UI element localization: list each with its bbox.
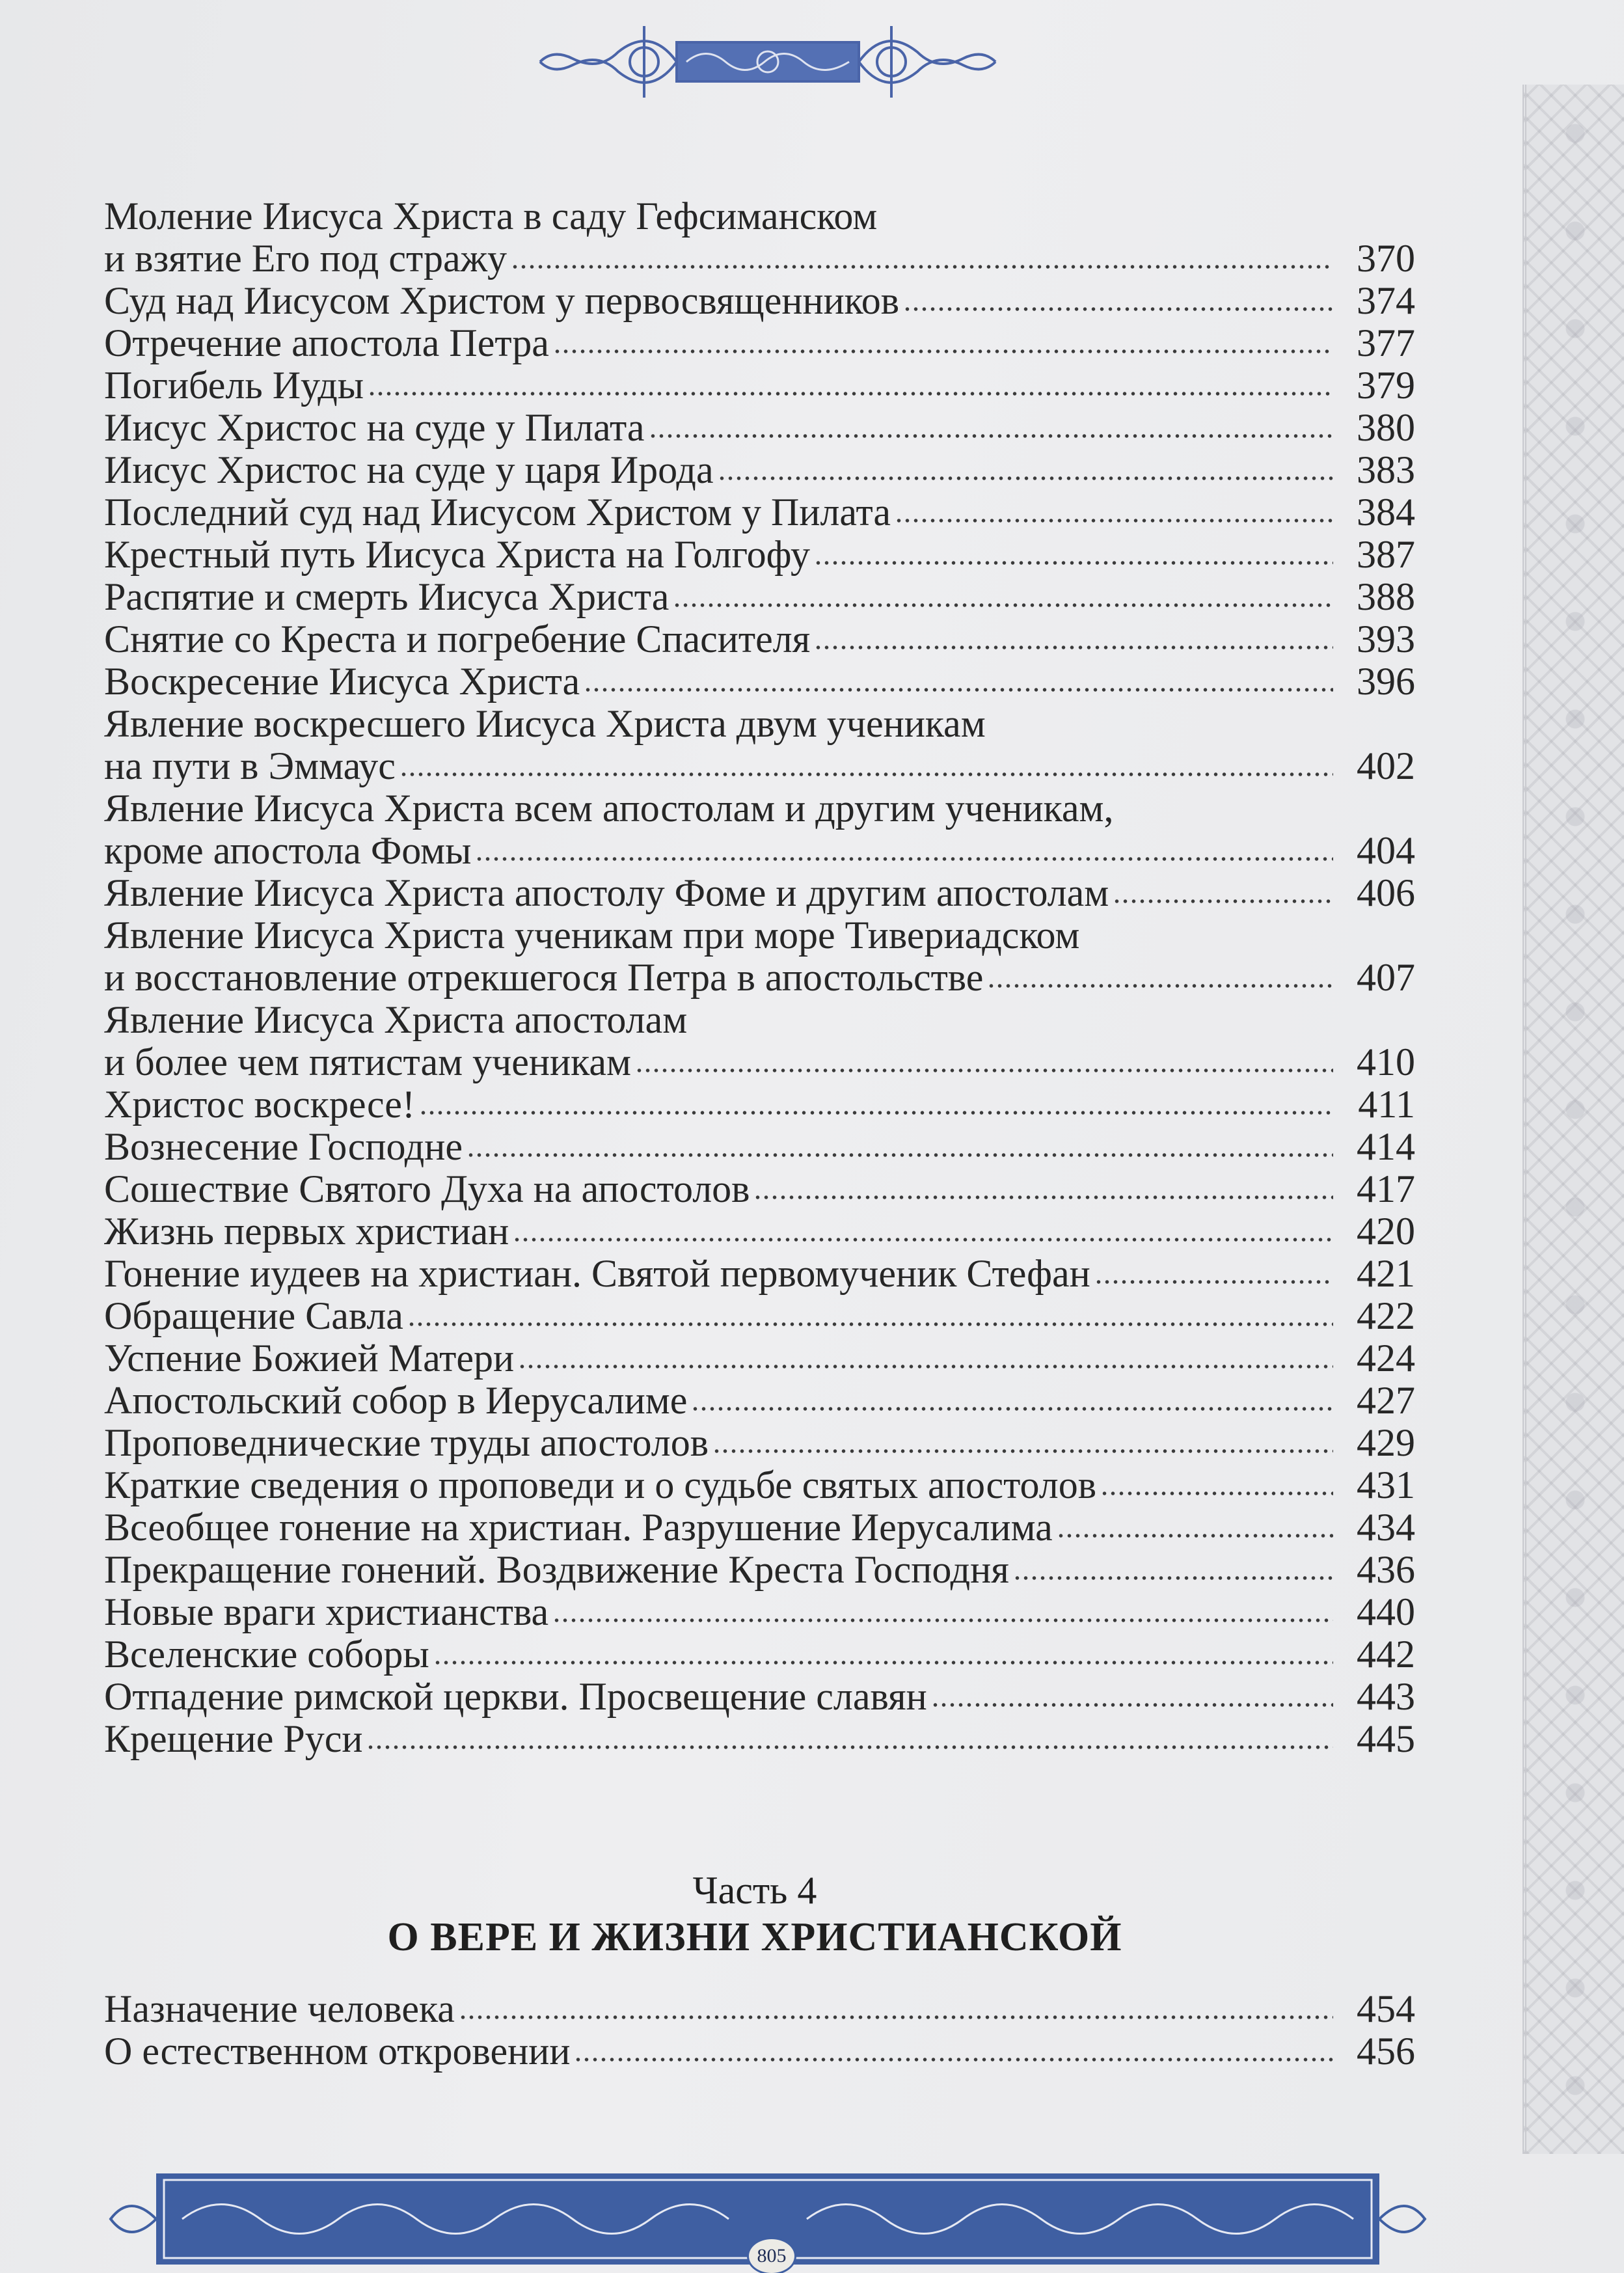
toc-entry-title: Суд над Иисусом Христом у первосвященников	[104, 279, 900, 322]
toc-entry-page: 436	[1357, 1548, 1415, 1591]
toc-entry-row	[104, 957, 1415, 999]
dot-leader	[712, 1447, 1333, 1456]
dot-leader	[553, 347, 1333, 356]
part-title: О ВЕРЕ И ЖИЗНИ ХРИСТИАНСКОЙ	[387, 1915, 1122, 1959]
toc-entry-page: 454	[1357, 1987, 1415, 2030]
toc-entry-row	[104, 1337, 1415, 1380]
dot-leader	[814, 643, 1333, 652]
toc-entry	[104, 703, 1415, 787]
toc-entry-title: на пути в Эммаус	[104, 744, 396, 787]
dot-leader	[691, 1404, 1333, 1413]
toc-entry-page: 431	[1357, 1463, 1415, 1506]
toc-entry-page: 396	[1357, 660, 1415, 703]
toc-entry-row	[104, 238, 1415, 280]
toc-entry	[104, 914, 1415, 999]
toc-entry	[104, 1337, 1415, 1380]
toc-entry-title: Успение Божией Матери	[104, 1337, 515, 1380]
toc-entry-title: Апостольский собор в Иерусалиме	[104, 1379, 688, 1422]
toc-entry-page: 374	[1357, 279, 1415, 322]
toc-entry-row	[104, 1295, 1415, 1337]
toc-entry-row	[104, 1633, 1415, 1676]
toc-entry	[104, 1988, 1415, 2030]
table-of-contents	[104, 195, 1415, 1760]
dot-leader	[635, 1066, 1333, 1075]
toc-entry-row	[104, 618, 1415, 660]
toc-entry	[104, 1253, 1415, 1295]
toc-entry-title: Явление Иисуса Христа апостолу Фоме и другим апостолам	[104, 871, 1109, 914]
toc-entry-title-line: Явление Иисуса Христа апостолам	[104, 998, 688, 1041]
dot-leader	[518, 1362, 1333, 1371]
toc-entry-page: 410	[1357, 1041, 1415, 1083]
toc-entry-title: Отпадение римской церкви. Просвещение славян	[104, 1675, 927, 1718]
dot-leader	[903, 305, 1333, 314]
toc-entry-page: 388	[1357, 575, 1415, 618]
dot-leader	[467, 1150, 1333, 1160]
toc-entry-page: 406	[1357, 871, 1415, 914]
toc-entry-title: О естественном откровении	[104, 2030, 571, 2073]
dot-leader	[574, 2055, 1333, 2064]
toc-entry-title: Последний суд над Иисусом Христом у Пилата	[104, 491, 891, 534]
dot-leader	[459, 2013, 1333, 2022]
dot-leader	[753, 1193, 1333, 1202]
toc-entry	[104, 1718, 1415, 1760]
dot-leader	[673, 601, 1333, 610]
dot-leader	[1013, 1573, 1333, 1583]
toc-entry-title: Назначение человека	[104, 1987, 455, 2030]
toc-entry-row	[104, 1549, 1415, 1591]
toc-entry-title: Снятие со Креста и погребение Спасителя	[104, 618, 811, 660]
toc-entry	[104, 1168, 1415, 1210]
toc-entry-page: 404	[1357, 829, 1415, 872]
toc-entry-row	[104, 280, 1415, 322]
toc-entry-row	[104, 1676, 1415, 1718]
toc-entry-title: кроме апостола Фомы	[104, 829, 472, 872]
top-ornament-icon	[527, 13, 1008, 111]
toc-entry	[104, 1591, 1415, 1633]
toc-entry	[104, 1422, 1415, 1464]
dot-leader	[513, 1235, 1333, 1244]
toc-entry-title: Прекращение гонений. Воздвижение Креста Господня	[104, 1548, 1009, 1591]
dot-leader	[511, 262, 1333, 271]
toc-entry-page: 383	[1357, 448, 1415, 491]
toc-entry-title: и взятие Его под стражу	[104, 237, 508, 280]
dot-leader	[366, 1743, 1333, 1752]
dot-leader	[814, 558, 1333, 567]
toc-entry-row	[104, 1253, 1415, 1295]
toc-entry	[104, 407, 1415, 449]
toc-entry-page: 420	[1357, 1210, 1415, 1253]
toc-entry-title: Вознесение Господне	[104, 1125, 463, 1168]
toc-entry-title: Всеобщее гонение на христиан. Разрушение Иерусалима	[104, 1506, 1053, 1549]
toc-entry-page: 384	[1357, 491, 1415, 534]
toc-entry	[104, 534, 1415, 576]
toc-entry-page: 456	[1357, 2030, 1415, 2073]
toc-entry	[104, 1549, 1415, 1591]
toc-entry-row	[104, 1506, 1415, 1549]
toc-entry-page: 377	[1357, 321, 1415, 364]
dot-leader	[433, 1658, 1333, 1667]
toc-entry-title: Крестный путь Иисуса Христа на Голгофу	[104, 533, 810, 576]
toc-entry-row	[104, 872, 1415, 914]
dot-leader	[399, 770, 1333, 779]
toc-entry	[104, 1506, 1415, 1549]
part-header	[104, 1868, 1405, 1961]
toc-entry-row	[104, 364, 1415, 407]
toc-entry-row	[104, 576, 1415, 618]
decorative-side-border	[1522, 85, 1624, 2154]
toc-entry	[104, 872, 1415, 914]
toc-entry-title: и более чем пятистам ученикам	[104, 1041, 631, 1083]
toc-entry-row	[104, 1126, 1415, 1168]
toc-entry	[104, 1380, 1415, 1422]
toc-entry-row	[104, 1988, 1415, 2030]
toc-entry-title: Иисус Христос на суде у Пилата	[104, 406, 645, 449]
toc-entry-page: 429	[1357, 1421, 1415, 1464]
toc-entry	[104, 364, 1415, 407]
dot-leader	[718, 474, 1333, 483]
toc-entry-title: Обращение Савла	[104, 1294, 403, 1337]
toc-entry-page: 380	[1357, 406, 1415, 449]
toc-entry	[104, 576, 1415, 618]
toc-entry-page: 370	[1357, 237, 1415, 280]
dot-leader	[407, 1320, 1333, 1329]
toc-entry-title: Иисус Христос на суде у царя Ирода	[104, 448, 714, 491]
dot-leader	[552, 1616, 1333, 1625]
dot-leader	[1100, 1489, 1333, 1498]
toc-entry-row	[104, 745, 1415, 787]
toc-entry-page: 445	[1357, 1717, 1415, 1760]
toc-entry	[104, 491, 1415, 534]
toc-entry-row	[104, 1422, 1415, 1464]
toc-entry	[104, 1083, 1415, 1126]
toc-entry-row	[104, 1041, 1415, 1083]
toc-entry-title-line: Явление Иисуса Христа ученикам при море Тивериадском	[104, 914, 1080, 957]
dot-leader	[1113, 897, 1333, 906]
toc-entry-title: Крещение Руси	[104, 1717, 363, 1760]
toc-entry-title-line: Явление воскресшего Иисуса Христа двум ученикам	[104, 702, 986, 745]
toc-entry-row	[104, 407, 1415, 449]
toc-entry-page: 434	[1357, 1506, 1415, 1549]
toc-entry-title: Отречение апостола Петра	[104, 321, 549, 364]
toc-entry-row	[104, 1464, 1415, 1506]
toc-entry-title: Сошествие Святого Духа на апостолов	[104, 1167, 750, 1210]
toc-entry	[104, 195, 1415, 280]
dot-leader	[475, 854, 1333, 864]
dot-leader	[1057, 1531, 1333, 1540]
toc-entry	[104, 618, 1415, 660]
toc-entry-title: Жизнь первых христиан	[104, 1210, 509, 1253]
toc-entry-row	[104, 1380, 1415, 1422]
toc-entry-row	[104, 830, 1415, 872]
toc-entry	[104, 322, 1415, 364]
toc-entry-row	[104, 2030, 1415, 2073]
toc-entry-page: 407	[1357, 956, 1415, 999]
toc-entry-title: Вселенские соборы	[104, 1633, 429, 1676]
part-label: Часть 4	[692, 1869, 817, 1912]
toc-entry-row	[104, 322, 1415, 364]
toc-entry-page: 411	[1358, 1083, 1415, 1126]
toc-entry-page: 379	[1357, 364, 1415, 407]
toc-entry-row	[104, 1591, 1415, 1633]
toc-entry-row	[104, 449, 1415, 491]
toc-entry	[104, 280, 1415, 322]
toc-entry-row	[104, 491, 1415, 534]
toc-entry-title: Погибель Иуды	[104, 364, 364, 407]
toc-entry-title: Проповеднические труды апостолов	[104, 1421, 709, 1464]
dot-leader	[931, 1700, 1333, 1709]
toc-entry-title: Распятие и смерть Иисуса Христа	[104, 575, 670, 618]
toc-entry	[104, 1295, 1415, 1337]
toc-entry-page: 440	[1357, 1590, 1415, 1633]
toc-entry	[104, 787, 1415, 872]
toc-entry-row	[104, 1083, 1415, 1126]
toc-entry-page: 424	[1357, 1337, 1415, 1380]
toc-entry-title-line: Явление Иисуса Христа всем апостолам и другим ученикам,	[104, 787, 1114, 830]
toc-entry-page: 402	[1357, 744, 1415, 787]
toc-entry	[104, 1126, 1415, 1168]
dot-leader	[584, 685, 1333, 694]
toc-entry-page: 443	[1357, 1675, 1415, 1718]
dot-leader	[419, 1108, 1333, 1117]
page-number: 805	[747, 2237, 796, 2273]
toc-entry	[104, 1464, 1415, 1506]
toc-entry-row	[104, 660, 1415, 703]
dot-leader	[987, 981, 1333, 990]
toc-entry-title: и восстановление отрекшегося Петра в апостольстве	[104, 956, 984, 999]
table-of-contents-part-4	[104, 1988, 1415, 2073]
toc-entry-title-line: Моление Иисуса Христа в саду Гефсиманском	[104, 195, 878, 238]
toc-entry-page: 427	[1357, 1379, 1415, 1422]
toc-entry	[104, 999, 1415, 1083]
toc-entry	[104, 449, 1415, 491]
toc-entry-title: Гонение иудеев на христиан. Святой первомученик Стефан	[104, 1252, 1090, 1295]
dot-leader	[895, 516, 1333, 525]
toc-entry-title: Новые враги христианства	[104, 1590, 549, 1633]
toc-entry-title: Воскресение Иисуса Христа	[104, 660, 580, 703]
dot-leader	[649, 431, 1333, 441]
toc-entry-row	[104, 534, 1415, 576]
toc-entry-page: 442	[1357, 1633, 1415, 1676]
toc-entry-row	[104, 1168, 1415, 1210]
toc-entry	[104, 1210, 1415, 1253]
toc-entry-row	[104, 1718, 1415, 1760]
toc-entry-page: 414	[1357, 1125, 1415, 1168]
toc-entry-row	[104, 1210, 1415, 1253]
toc-entry	[104, 1633, 1415, 1676]
dot-leader	[1094, 1277, 1333, 1286]
dot-leader	[368, 389, 1333, 398]
toc-entry	[104, 660, 1415, 703]
toc-entry-title: Христос воскресе!	[104, 1083, 415, 1126]
toc-entry-page: 393	[1357, 618, 1415, 660]
toc-entry-title: Краткие сведения о проповеди и о судьбе святых апостолов	[104, 1463, 1097, 1506]
toc-entry-page: 387	[1357, 533, 1415, 576]
toc-entry-page: 417	[1357, 1167, 1415, 1210]
toc-entry-page: 421	[1357, 1252, 1415, 1295]
toc-entry-page: 422	[1357, 1294, 1415, 1337]
toc-entry	[104, 1676, 1415, 1718]
toc-entry	[104, 2030, 1415, 2073]
